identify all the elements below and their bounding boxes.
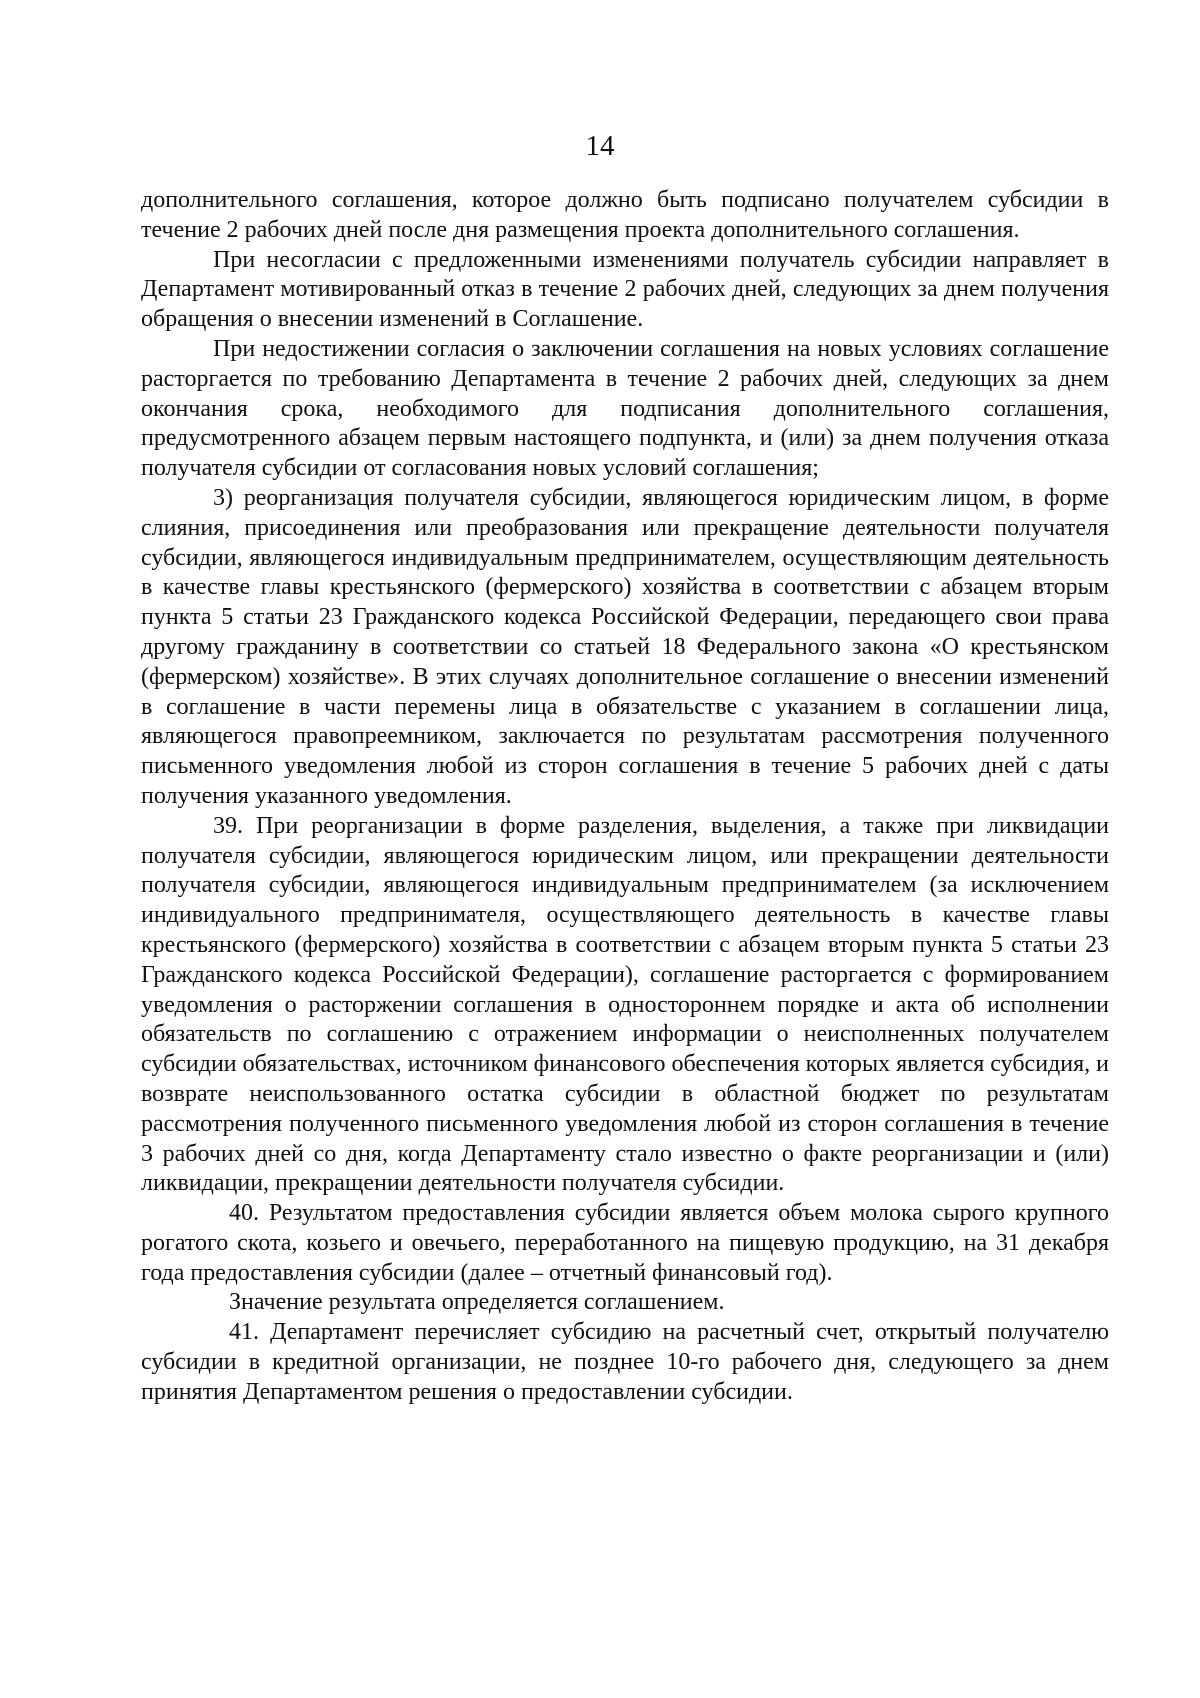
paragraph-continuation: дополнительного соглашения, которое должно быть подписано получателем субсидии в течение 2 рабочих дней после дня размещения проекта дополнительного соглашения. xyxy=(141,187,1109,243)
paragraph-item-39: 39. При реорганизации в форме разделения, выделения, а также при ликвидации получателя субсидии, являющегося юридическим лицом, или прекращении деятельности получателя субсидии, являющегося индивидуальным предпринимателем (за исключением индивидуального предпринимателя, осуществляющего деятельность в качестве главы крестьянского (фермерского) хозяйства в соответствии с абзацем вторым пункта 5 статьи 23 Гражданского кодекса Российской Федерации), соглашение расторгается с формированием уведомления о расторжении соглашения в одностороннем порядке и акта об исполнении обязательств по соглашению с отражением информации о неисполненных получателем субсидии обязательствах, источником финансового обеспечения которых является субсидия, и возврате неиспользованного остатка субсидии в областной бюджет по результатам рассмотрения полученного письменного уведомления любой из сторон соглашения в течение 3 рабочих дней со дня, когда Департаменту стало известно о факте реорганизации и (или) ликвидации, прекращении деятельности получателя субсидии. xyxy=(141,812,1109,1197)
paragraph-item-41: 41. Департамент перечисляет субсидию на расчетный счет, открытый получателю субсидии в кредитной организации, не позднее 10-го рабочего дня, следующего за днем принятия Департаментом решения о предоставлении субсидии. xyxy=(141,1319,1109,1405)
document-body xyxy=(141,186,1109,1408)
page-number: 14 xyxy=(585,130,615,162)
paragraph-item-40: 40. Результатом предоставления субсидии является объем молока сырого крупного рогатого скота, козьего и овечьего, переработанного на пищевую продукцию, на 31 декабря года предоставления субсидии (далее – отчетный финансовый год). xyxy=(141,1200,1109,1286)
paragraph-no-consent: При недостижении согласия о заключении соглашения на новых условиях соглашение расторгается по требованию Департамента в течение 2 рабочих дней, следующих за днем окончания срока, необходимого для подписания дополнительного соглашения, предусмотренного абзацем первым настоящего подпункта, и (или) за днем получения отказа получателя субсидии от согласования новых условий соглашения; xyxy=(141,335,1109,482)
paragraph-result-value: Значение результата определяется соглашением. xyxy=(229,1289,725,1316)
paragraph-item-3: 3) реорганизация получателя субсидии, являющегося юридическим лицом, в форме слияния, присоединения или преобразования или прекращение деятельности получателя субсидии, являющегося индивидуальным предпринимателем, осуществляющим деятельность в качестве главы крестьянского (фермерского) хозяйства в соответствии с абзацем вторым пункта 5 статьи 23 Гражданского кодекса Российской Федерации, передающего свои права другому гражданину в соответствии со статьей 18 Федерального закона «О крестьянском (фермерском) хозяйстве». В этих случаях дополнительное соглашение о внесении изменений в соглашение в части перемены лица в обязательстве с указанием в соглашении лица, являющегося правопреемником, заключается по результатам рассмотрения полученного письменного уведомления любой из сторон соглашения в течение 5 рабочих дней с даты получения указанного уведомления. xyxy=(141,484,1109,809)
paragraph-disagreement: При несогласии с предложенными изменениями получатель субсидии направляет в Департамент мотивированный отказ в течение 2 рабочих дней, следующих за днем получения обращения о внесении изменений в Соглашение. xyxy=(141,246,1109,333)
